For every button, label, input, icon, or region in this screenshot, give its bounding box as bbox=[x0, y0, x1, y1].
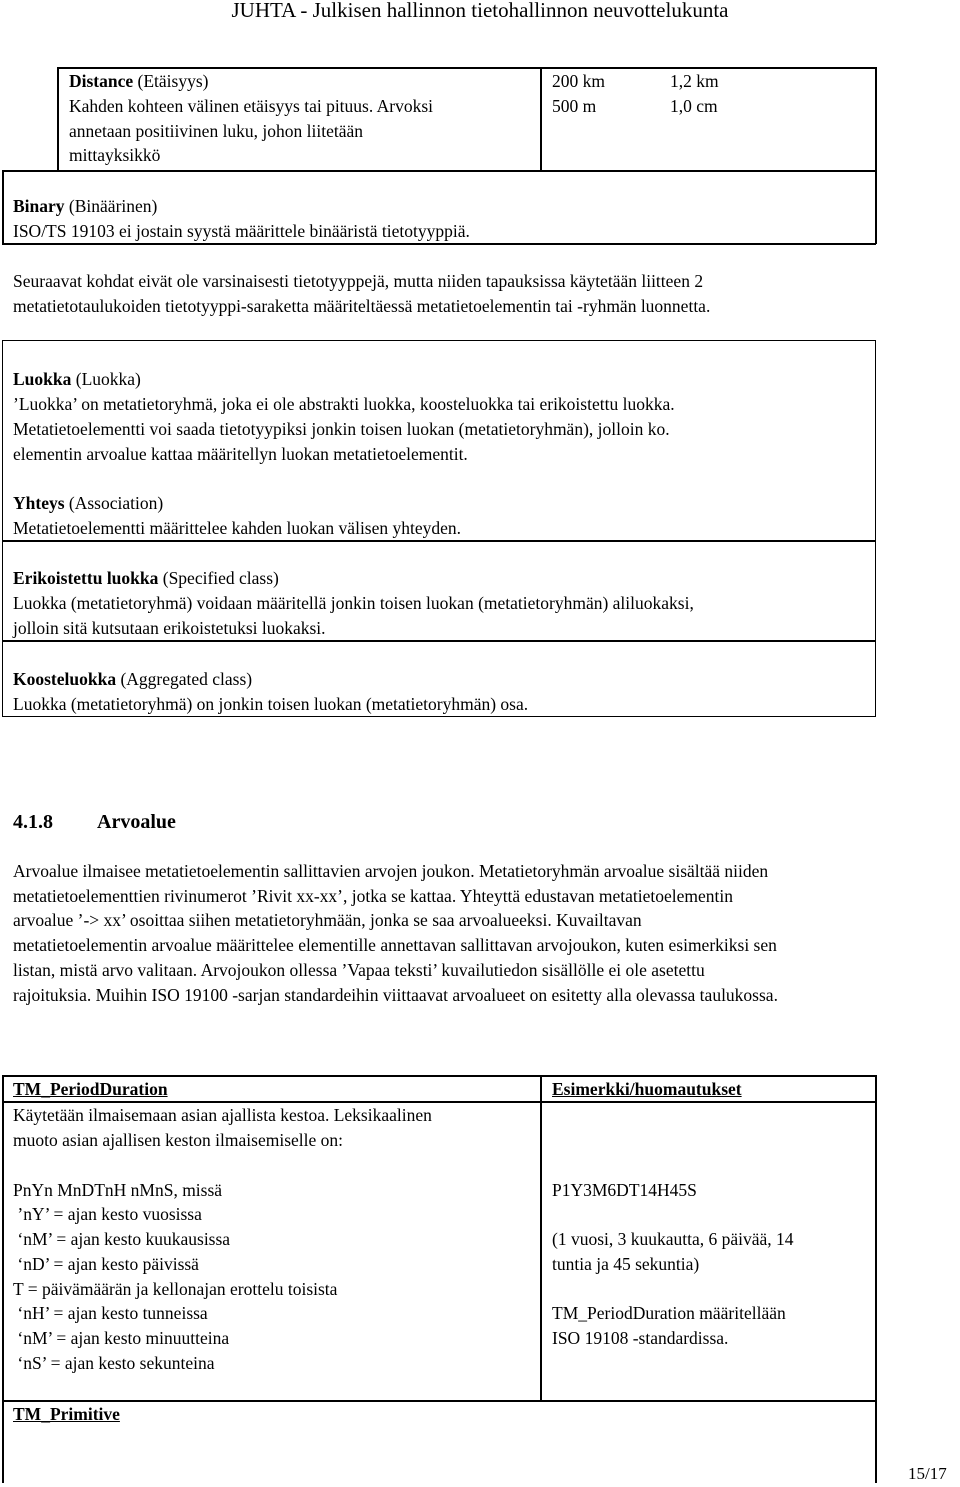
table-desc-line: Käytetään ilmaisemaan asian ajallista kestoa. Leksikaalinen bbox=[13, 1105, 432, 1125]
luokka-line: elementin arvoalue kattaa määritellyn luokan metatietoelementit. bbox=[13, 444, 468, 464]
table-note-line: ISO 19108 -standardissa. bbox=[552, 1328, 729, 1348]
distance-desc-line: mittayksikkö bbox=[69, 145, 161, 165]
section-line: metatietoelementtien rivinumerot ’Rivit xx-xx’, jotka se kattaa. Yhteyttä edustavan metatietoelementin bbox=[13, 886, 734, 906]
table-col1-header: TM_PeriodDuration bbox=[13, 1079, 168, 1099]
section-line: listan, mistä arvo valitaan. Arvojoukon ollessa ’Vapaa teksti’ kuvailutiedon sisällölle ei ole asetettu bbox=[13, 960, 705, 980]
luokka-term: Luokka (Luokka) bbox=[13, 369, 141, 389]
section-number: 4.1.8 bbox=[13, 811, 53, 833]
table-format-line: ‘nM’ = ajan kesto kuukausissa bbox=[13, 1229, 231, 1249]
table-explain-line: tuntia ja 45 sekuntia) bbox=[552, 1254, 700, 1274]
erikoistettu-term: Erikoistettu luokka (Specified class) bbox=[13, 568, 279, 588]
table-note-line: TM_PeriodDuration määritellään bbox=[552, 1303, 786, 1323]
erikoistettu-line: jolloin sitä kutsutaan erikoistetuksi luokaksi. bbox=[13, 618, 326, 638]
kooste-line: Luokka (metatietoryhmä) on jonkin toisen luokan (metatietoryhmän) osa. bbox=[13, 694, 529, 714]
luokka-line: ’Luokka’ on metatietoryhmä, joka ei ole abstrakti luokka, koosteluokka tai erikoistettu luokka. bbox=[13, 394, 675, 414]
intro-line: metatietotaulukoiden tietotyyppi-saraketta määriteltäessä metatietoelementin tai -ryhmän luonnetta. bbox=[13, 296, 711, 316]
distance-desc-line: Kahden kohteen välinen etäisyys tai pituus. Arvoksi bbox=[69, 96, 434, 116]
table-next-header: TM_Primitive bbox=[13, 1404, 120, 1424]
table-format-line: ’nY’ = ajan kesto vuosissa bbox=[13, 1204, 202, 1224]
kooste-term: Koosteluokka (Aggregated class) bbox=[13, 669, 253, 689]
page-number: 15/17 bbox=[908, 1464, 947, 1483]
luokka-line: Metatietoelementti voi saada tietotyypiksi jonkin toisen luokan (metatietoryhmän), jolloin ko. bbox=[13, 419, 670, 439]
section-title: Arvoalue bbox=[97, 811, 176, 833]
distance-example: 1,0 cm bbox=[670, 96, 718, 116]
table-format-line: ‘nD’ = ajan kesto päivissä bbox=[13, 1254, 199, 1274]
binary-desc: ISO/TS 19103 ei jostain syystä määrittele binääristä tietotyyppiä. bbox=[13, 221, 470, 241]
distance-example: 200 km bbox=[552, 71, 605, 91]
page-header: JUHTA - Julkisen hallinnon tietohallinnon neuvottelukunta bbox=[231, 0, 729, 22]
table-col2-header: Esimerkki/huomautukset bbox=[552, 1079, 742, 1099]
section-line: arvoalue ’-> xx’ osoittaa siihen metatietoryhmään, jonka se saa arvoalueeksi. Kuvailtavan bbox=[13, 910, 642, 930]
binary-term: Binary (Binäärinen) bbox=[13, 196, 158, 216]
table-format-line: PnYn MnDTnH nMnS, missä bbox=[13, 1180, 223, 1200]
table-format-line: ‘nM’ = ajan kesto minuutteina bbox=[13, 1328, 230, 1348]
table-format-line: ‘nS’ = ajan kesto sekunteina bbox=[13, 1353, 215, 1373]
distance-term: Distance (Etäisyys) bbox=[69, 71, 209, 91]
section-line: metatietoelementin arvoalue määrittelee elementille annettavan sallittavan arvojoukon, kuten esimerkiksi sen bbox=[13, 935, 777, 955]
table-desc-line: muoto asian ajallisen keston ilmaisemiselle on: bbox=[13, 1130, 344, 1150]
distance-desc-line: annetaan positiivinen luku, johon liitetään bbox=[69, 121, 364, 141]
yhteys-term: Yhteys (Association) bbox=[13, 493, 164, 513]
distance-example: 1,2 km bbox=[670, 71, 719, 91]
section-line: Arvoalue ilmaisee metatietoelementin sallittavien arvojen joukon. Metatietoryhmän arvoalue sisältää niiden bbox=[13, 861, 769, 881]
distance-example: 500 m bbox=[552, 96, 597, 116]
erikoistettu-line: Luokka (metatietoryhmä) voidaan määritellä jonkin toisen luokan (metatietoryhmän) aliluokaksi, bbox=[13, 593, 694, 613]
table-format-line: ‘nH’ = ajan kesto tunneissa bbox=[13, 1303, 208, 1323]
yhteys-line: Metatietoelementti määrittelee kahden luokan välisen yhteyden. bbox=[13, 518, 462, 538]
table-example: P1Y3M6DT14H45S bbox=[552, 1180, 697, 1200]
table-explain-line: (1 vuosi, 3 kuukautta, 6 päivää, 14 bbox=[552, 1229, 794, 1249]
table-format-line: T = päivämäärän ja kellonajan erottelu toisista bbox=[13, 1279, 338, 1299]
intro-line: Seuraavat kohdat eivät ole varsinaisesti tietotyyppejä, mutta niiden tapauksissa käytetään liitteen 2 bbox=[13, 271, 704, 291]
section-line: rajoituksia. Muihin ISO 19100 -sarjan standardeihin viittaavat arvoalueet on esitetty alla olevassa taulukossa. bbox=[13, 985, 778, 1005]
